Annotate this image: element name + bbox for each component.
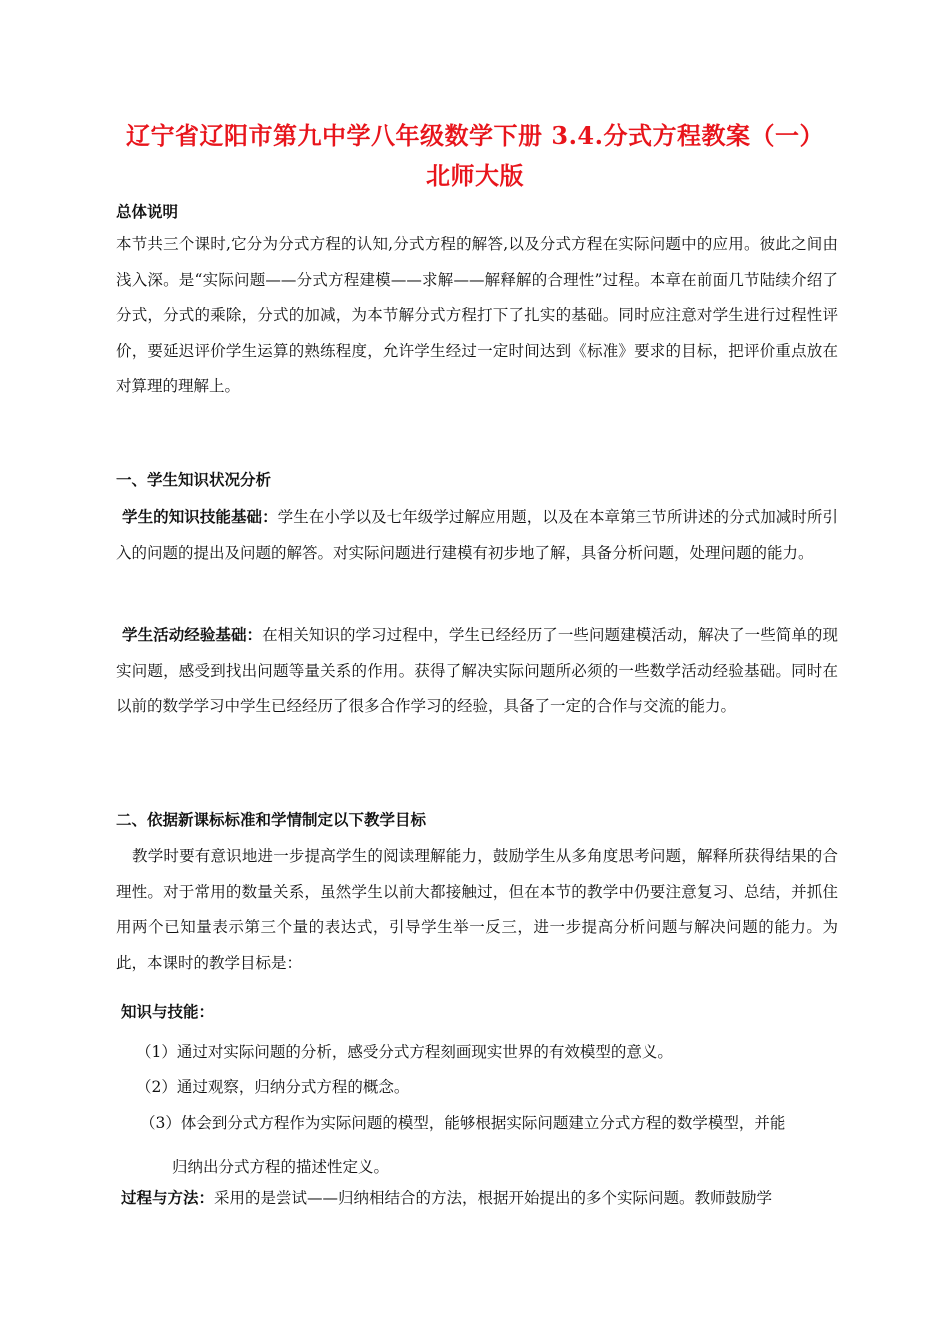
goal-item-3 bbox=[140, 1101, 838, 1189]
section1-heading: 一、学生知识状况分析 bbox=[116, 470, 272, 489]
goal-item-3-line1: （3）体会到分式方程作为实际问题的模型，能够根据实际问题建立分式方程的数学模型，并能 bbox=[140, 1114, 786, 1132]
activity-experience-text: 在相关知识的学习过程中，学生已经经历了一些问题建模活动，解决了一些简单的现实问题，感受到找出问题等量关系的作用。获得了解决实际问题所必须的一些数学活动经验基础。同时在以前的数学学习中学生已经经历了很多合作学习的经验，具备了一定的合作与交流的能力。 bbox=[116, 626, 838, 715]
section1-paragraph2 bbox=[116, 617, 838, 725]
document-title: 辽宁省辽阳市第九中学八年级数学下册 3.4.分式方程教案（一） 北师大版 bbox=[126, 121, 824, 190]
section1-paragraph1 bbox=[116, 499, 838, 571]
goal-item-2: （2）通过观察，归纳分式方程的概念。 bbox=[136, 1078, 410, 1096]
process-text: 采用的是尝试——归纳相结合的方法，根据开始提出的多个实际问题。教师鼓励学 bbox=[214, 1189, 773, 1207]
activity-experience-label: 学生活动经验基础： bbox=[122, 625, 263, 644]
goal-item-3-line2: 归纳出分式方程的描述性定义。 bbox=[172, 1158, 390, 1176]
process-label: 过程与方法： bbox=[121, 1188, 215, 1207]
section2-heading: 二、依据新课标标准和学情制定以下教学目标 bbox=[116, 810, 427, 829]
knowledge-heading: 知识与技能： bbox=[121, 1002, 215, 1021]
knowledge-skill-label: 学生的知识技能基础： bbox=[122, 507, 278, 526]
overview-heading: 总体说明 bbox=[116, 202, 179, 221]
overview-paragraph: 本节共三个课时,它分为分式方程的认知,分式方程的解答,以及分式方程在实际问题中的应用。彼此之间由浅入深。是“实际问题——分式方程建模——求解——解释解的合理性”过程。本章在前面几节陆续介绍了分式，分式的乘除，分式的加减，为本节解分式方程打下了扎实的基础。同时应注意对学生进行过程性评价，要延迟评价学生运算的熟练程度，允许学生经过一定时间达到《标准》要求的目标，把评价重点放在对算理的理解上。 bbox=[116, 235, 838, 395]
goal-item-1: （1）通过对实际问题的分析，感受分式方程刻画现实世界的有效模型的意义。 bbox=[136, 1043, 673, 1061]
knowledge-skill-text: 学生在小学以及七年级学过解应用题，以及在本章第三节所讲述的分式加减时所引入的问题的提出及问题的解答。对实际问题进行建模有初步地了解，具备分析问题，处理问题的能力。 bbox=[116, 508, 838, 562]
process-paragraph bbox=[121, 1180, 838, 1217]
section2-intro: 教学时要有意识地进一步提高学生的阅读理解能力，鼓励学生从多角度思考问题，解释所获得结果的合理性。对于常用的数量关系，虽然学生以前大都接触过，但在本节的教学中仍要注意复习、总结，并抓住用两个已知量表示第三个量的表达式，引导学生举一反三，进一步提高分析问题与解决问题的能力。为此，本课时的教学目标是： bbox=[116, 847, 838, 972]
